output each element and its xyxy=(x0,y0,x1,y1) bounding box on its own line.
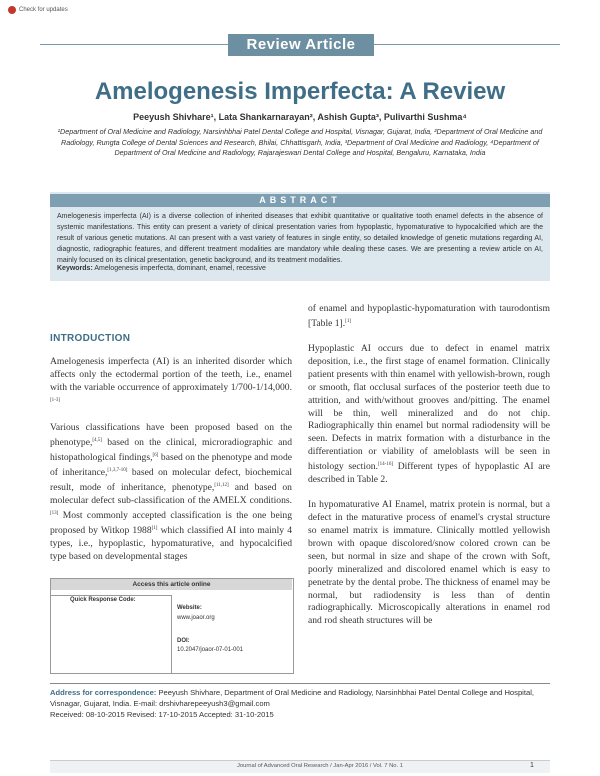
page-number: 1 xyxy=(530,762,534,769)
citation[interactable]: [1] xyxy=(345,318,351,324)
journal-footer: Journal of Advanced Oral Research / Jan-Apr 2016 / Vol. 7 No. 1 xyxy=(237,763,403,769)
citation[interactable]: [14-16] xyxy=(378,462,393,468)
citation[interactable]: [6] xyxy=(152,452,159,458)
access-online-title: Access this article online xyxy=(51,579,292,590)
section-label: Review Article xyxy=(228,34,374,56)
author-list: Peeyush Shivhare¹, Lata Shankarnarayan², Ashish Gupta³, Pulivarthi Sushma⁴ xyxy=(133,112,467,122)
abstract-heading: ABSTRACT xyxy=(50,194,550,207)
correspondence-text: Peeyush Shivhare, Department of Oral Medicine and Radiology, Narsinhbhai Patel Dental College and Hospital, Visnagar, Gujarat, India. E-mail: drshivharepeeyush3@gmail.com xyxy=(50,688,534,708)
abstract-text: Amelogenesis imperfecta (AI) is a diverse collection of inherited diseases that exhibit quantitative or qualitative tooth enamel defects in the absence of systemic manifestations. This entity can present a variety of clinical presentation varies from hypoplastic, hypomaturative to hypocalcified which are the result of various genetic mutations. AI can present with a vast variety of features in single entity, so detailed knowledge of genetic mutations regarding AI, diagnostic, radiographic features, and different treatment modalities are mandatory while dealing these cases. We are presenting a review article on AI, mainly focused on its clinical presentation, genetic background, and its treatment modalities. xyxy=(57,213,543,264)
keywords xyxy=(57,265,543,272)
qr-code-label: Quick Response Code: xyxy=(70,597,136,603)
affiliations: ¹Department of Oral Medicine and Radiology, Narsinhbhai Patel Dental College and Hospital, Visnagar, Gujarat, India, ²Department of Oral Medicine and Radiology, Rungta College of Dental Sciences and Research, Bhilai, Chhattisgarh, India, ³Department of Oral Medicine and Radiology, ⁴Department of Department of Oral Medicine and Radiology, Rajarajeswari Dental College and Hospital, Bengaluru, Karnataka, India xyxy=(57,127,543,157)
right-paragraph-0: of enamel and hypoplastic-hypomaturation with taurodontism [Table 1].[1] xyxy=(308,303,550,330)
left-column xyxy=(50,356,292,576)
intro-paragraph-1: Amelogenesis imperfecta (AI) is an inherited disorder which affects only the ectodermal portion of the teeth, i.e., enamel with the variable occurrence of approximately 1/700-1/14,000.[1-3] xyxy=(50,356,292,403)
website-label: Website: xyxy=(177,605,202,611)
keywords-label: Keywords: xyxy=(57,265,93,272)
article-title: Amelogenesis Imperfecta: A Review xyxy=(94,78,506,105)
citation[interactable]: [13] xyxy=(50,511,59,516)
correspondence-label: Address for correspondence: xyxy=(50,688,157,697)
citation[interactable]: [1,3,7-10] xyxy=(107,467,128,473)
citation[interactable]: [4,5] xyxy=(92,437,102,443)
correspondence-rule xyxy=(50,683,550,684)
right-paragraph-1: Hypoplastic AI occurs due to defect in enamel matrix deposition, i.e., the first stage of enamel formation. Clinically patient presents with thin enamel with yellowish-brown, rough or smooth, flat occlusal surfaces of the posterior teeth due to attrition, and with/without grooves and/pitting. The enamel will be thin, well mineralized and do not chip. Radiographically thin enamel but normal radiodensity will be seen. Defects in matrix formation with a disturbance in the differentiation or viability of ameloblasts will be seen in histology section.[14-16] Different types of hypoplastic AI are described in Table 2. xyxy=(308,343,550,486)
doi-link[interactable]: 10.2047/joaor-07-01-001 xyxy=(177,647,244,653)
keywords-value: Amelogenesis imperfecta, dominant, enamel, recessive xyxy=(94,265,266,272)
right-paragraph-2: In hypomaturative AI Enamel, matrix protein is normal, but a defect in the maturative process of enamel's crystal structure so enamel matrix is immature. Clinically mottled yellowish brown with opaque discolored/snow colored crown can be seen, but normal in size and shape of the crown with Soft, poorly mineralized and discolored enamel which is easy to penetrate by the dental probe. The thickness of enamel may be normal, but radiodensity is less than of dentin radiographically. Microscopically alterations in enamel rod and rod sheath structures will be xyxy=(308,499,550,627)
right-column xyxy=(308,303,550,640)
intro-paragraph-2: Various classifications have been proposed based on the phenotype,[4,5] based on the clinical, microradiographic and histopathological findings,[6] based on the phenotype and mode of inheritance,[1,3,7-10] based on molecular defect, biochemical result, mode of inheritance, phenotype,[11,12] and based on molecular defect sub-classification of the AMELX conditions.[13] Most commonly accepted classification is the one being proposed by Witkop 1988[1] which classified AI into mainly 4 types, i.e., hypoplastic, hypomaturative, and hypocalcified type based on developmental stages xyxy=(50,421,292,563)
citation[interactable]: [1] xyxy=(151,526,158,532)
check-updates-label: Check for updates xyxy=(19,7,68,13)
dates-line: Received: 08-10-2015 Revised: 17-10-2015 Accepted: 31-10-2015 xyxy=(50,710,274,719)
website-link[interactable]: www.joaor.org xyxy=(177,615,215,621)
citation[interactable]: [1-3] xyxy=(50,397,60,403)
introduction-heading: INTRODUCTION xyxy=(50,333,131,344)
citation[interactable]: [11,12] xyxy=(214,483,229,488)
crossmark-icon xyxy=(8,6,16,14)
correspondence xyxy=(50,687,550,720)
qr-code-cell xyxy=(50,595,172,674)
doi-label: DOI: xyxy=(177,638,190,644)
check-for-updates-badge[interactable] xyxy=(8,6,68,14)
